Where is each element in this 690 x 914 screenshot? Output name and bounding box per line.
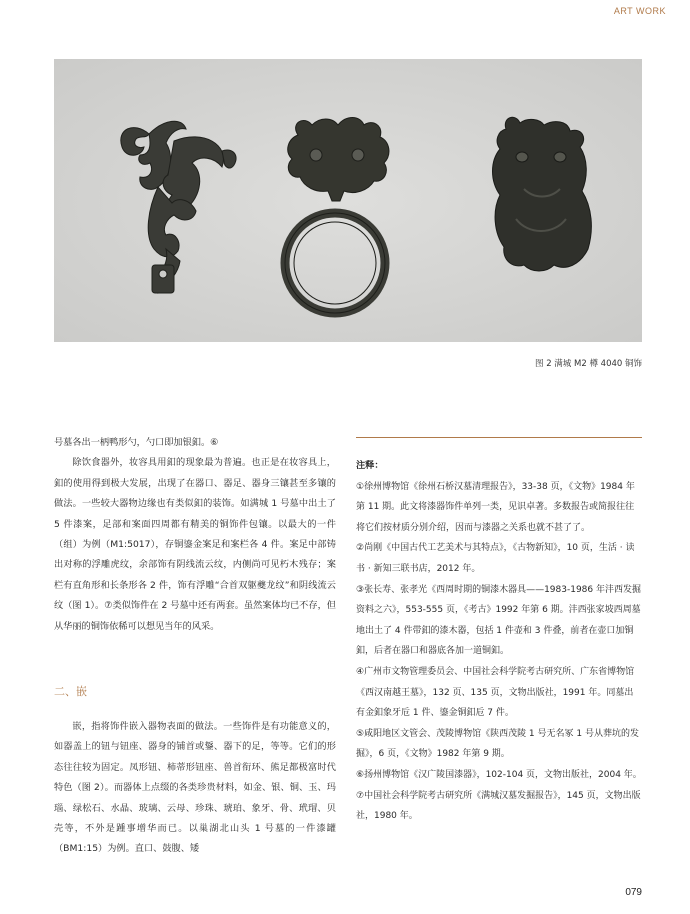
- body-text-column: [54, 433, 336, 637]
- note-item: ③张长寿、张孝光《西周时期的铜漆木器具——1983-1986 年沣西发掘资料之六》，553-555 页，《考古》1992 年第 6 期。沣西张家坡西周墓地出土了 4 件带釦的漆木器，包括 1 件壶和 3 件叠，前者在壶口加铜釦，后者在器口和器底各加一道铜釦。: [356, 584, 641, 657]
- artifact-photo: [54, 59, 642, 342]
- note-item: ②尚刚《中国古代工艺美术与其特点》，《古物新知》，10 页，生活 · 读书 · 新知三联书店，2012 年。: [356, 543, 635, 574]
- note-item: ①徐州博物馆《徐州石桥汉墓清理报告》，33-38 页，《文物》1984 年第 11 期。此文将漆器饰件单列一类，见识卓著。多数报告或简报往往将它们按材质分别介绍，因而与漆器之关系也就不甚了了。: [356, 481, 635, 533]
- notes-title: 注释：: [356, 460, 384, 471]
- body-paragraph: 号墓各出一柄鸭形勺，勺口即加银釦。⑥: [54, 437, 219, 448]
- section-heading: 二、嵌: [54, 685, 87, 698]
- note-item: ⑤咸阳地区文管会、茂陵博物馆《陕西茂陵 1 号无名冢 1 号从葬坑的发掘》，6 页，《文物》1982 年第 9 期。: [356, 728, 639, 760]
- page-number: 079: [625, 887, 642, 898]
- body-paragraph: 嵌，指将饰件嵌入器物表面的做法。一些饰件是有功能意义的，如器盖上的钮与钮座、器身的铺首或鋬、器下的足，等等。它们的形态往往较为固定。凤形钮、柿蒂形钮座、兽首衔环、熊足都极富时代特色（图 2）。而器体上点缀的各类珍贵材料，如金、银、铜、玉、玛瑙、绿松石、水晶、玻璃、云母、珍珠、琥珀、象牙、骨、玳瑁、贝壳等，不外是踵事增华而已。以巢湖北山头 1 号墓的一件漆罐（BM1:15）为例。直口、鼓腹、矮: [54, 721, 336, 855]
- bear-foot-bronze: [493, 117, 592, 271]
- body-paragraph: 除饮食器外，妆容具用釦的现象最为普遍。也正是在妆容具上，釦的使用得到极大发展，出现了在器口、器足、器身三镶甚至多镶的做法。一些较大器物边缘也有类似釦的装饰。如满城 1 号墓中出土了 5 件漆案，足部和案面四周都有精美的铜饰件包镶。以最大的一件（组）为例（M1:5017），存铜鎏金案足和案栏各 4 件。案足中部铸出对称的浮雕虎纹，余部饰有阴线流云纹，内侧尚可见朽木残存；案栏有直角形和长条形各 2 件，饰有浮雕“合首双躯夔龙纹”和阴线流云纹（图 1）。⑦类似饰件在 2 号墓中还有两套。虽然案体均已不存，但从华丽的铜饰依稀可以想见当年的风采。: [54, 457, 336, 632]
- note-item: ⑦中国社会科学院考古研究所《满城汉墓发掘报告》，145 页，文物出版社，1980 年。: [356, 790, 641, 822]
- section-body: [54, 717, 336, 860]
- figure-caption: 图 2 满城 M2 樽 4040 铜饰: [535, 359, 642, 369]
- section-label: ART WORK: [613, 6, 666, 16]
- note-item: ④广州市文物管理委员会、中国社会科学院考古研究所、广东省博物馆《西汉南越王墓》，132 页、135 页，文物出版社，1991 年。同墓出有金釦象牙卮 1 件、鎏金铜釦卮 7 件。: [356, 666, 635, 719]
- notes-column: [356, 437, 642, 827]
- note-item: ⑥扬州博物馆《汉广陵国漆器》，102-104 页，文物出版社，2004 年。: [356, 769, 642, 780]
